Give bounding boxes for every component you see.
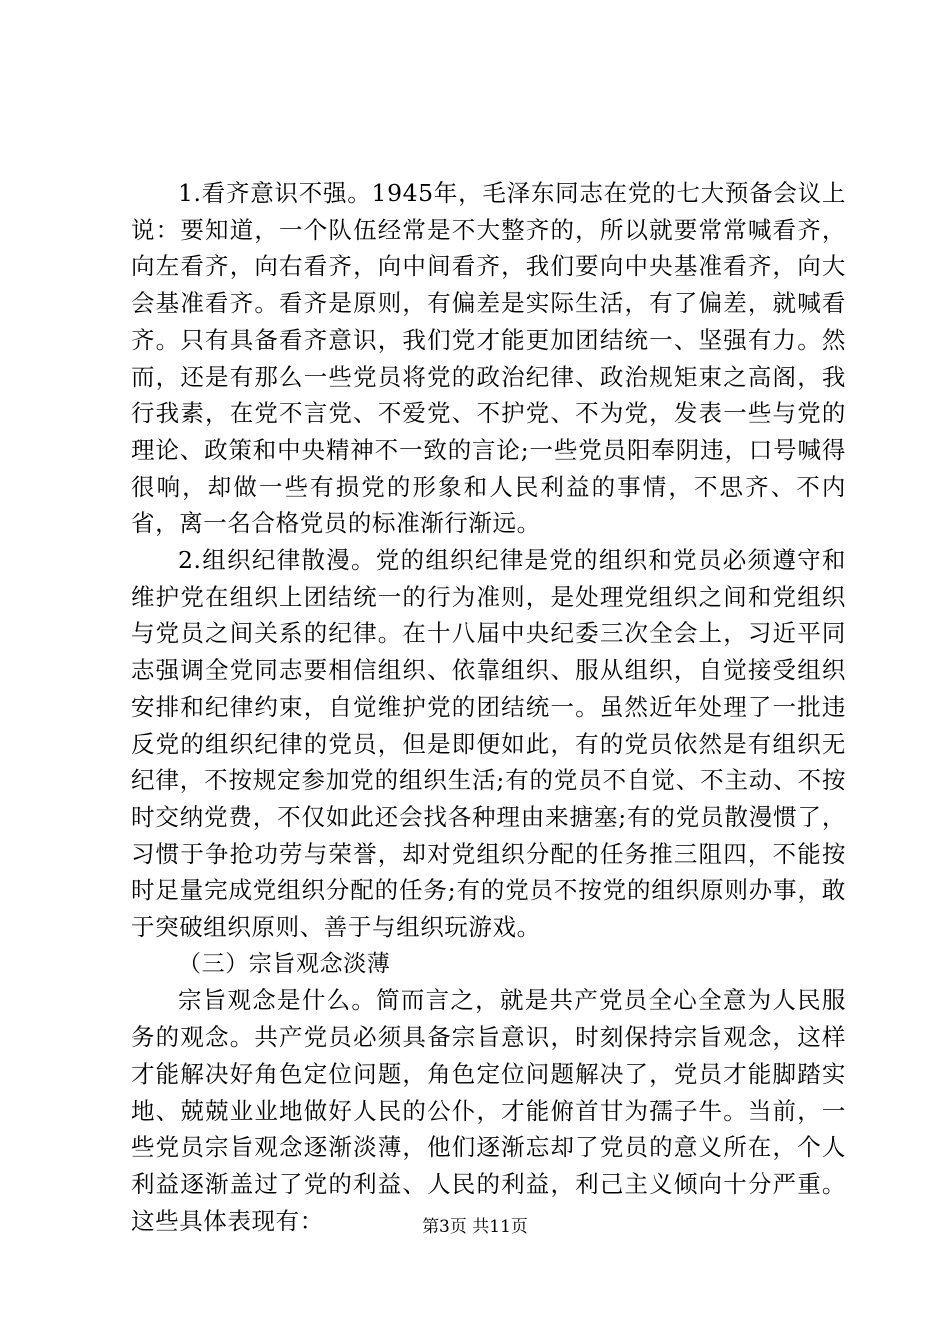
paragraph-purpose-concept: 宗旨观念是什么。简而言之，就是共产党员全心全意为人民服务的观念。共产党员必须具备宗旨意识，时刻保持宗旨观念，这样才能解决好角色定位问题，角色定位问题解决了，党员才能脚踏实地、兢兢业业地做好人民的公仆，才能俯首甘为孺子牛。当前，一些党员宗旨观念逐渐淡薄，他们逐渐忘却了党员的意义所在，个人利益逐渐盖过了党的利益、人民的利益，利己主义倾向十分严重。这些具体表现有： [131,986,846,1235]
page-footer: 第3页 共11页 [422,1217,528,1237]
paragraph-alignment-awareness: 1.看齐意识不强。1945年，毛泽东同志在党的七大预备会议上说：要知道，一个队伍经常是不大整齐的，所以就要常常喊看齐，向左看齐，向右看齐，向中间看齐，我们要向中央基准看齐，向大会基准看齐。看齐是原则，有偏差是实际生活，有了偏差，就喊看齐。只有具备看齐意识，我们党才能更加团结统一、坚强有力。然而，还是有那么一些党员将党的政治纪律、政治规矩束之高阁，我行我素，在党不言党、不爱党、不护党、不为党，发表一些与党的理论、政策和中央精神不一致的言论;一些党员阳奉阴违，口号喊得很响，却做一些有损党的形象和人民利益的事情，不思齐、不内省，离一名合格党员的标准渐行渐远。 [131,179,846,538]
document-body [131,175,846,1239]
section-heading-purpose: （三）宗旨观念淡薄 [178,950,391,977]
paragraph-organizational-discipline: 2.组织纪律散漫。党的组织纪律是党的组织和党员必须遵守和维护党在组织上团结统一的行为准则，是处理党组织之间和党组织与党员之间关系的纪律。在十八届中央纪委三次全会上，习近平同志强调全党同志要相信组织、依靠组织、服从组织，自觉接受组织安排和纪律约束，自觉维护党的团结统一。虽然近年处理了一批违反党的组织纪律的党员，但是即便如此，有的党员依然是有组织无纪律，不按规定参加党的组织生活;有的党员不自觉、不主动、不按时交纳党费，不仅如此还会找各种理由来搪塞;有的党员散漫惯了，习惯于争抢功劳与荣誉，却对党组织分配的任务推三阻四，不能按时足量完成党组织分配的任务;有的党员不按党的组织原则办事，敢于突破组织原则、善于与组织玩游戏。 [131,546,846,942]
